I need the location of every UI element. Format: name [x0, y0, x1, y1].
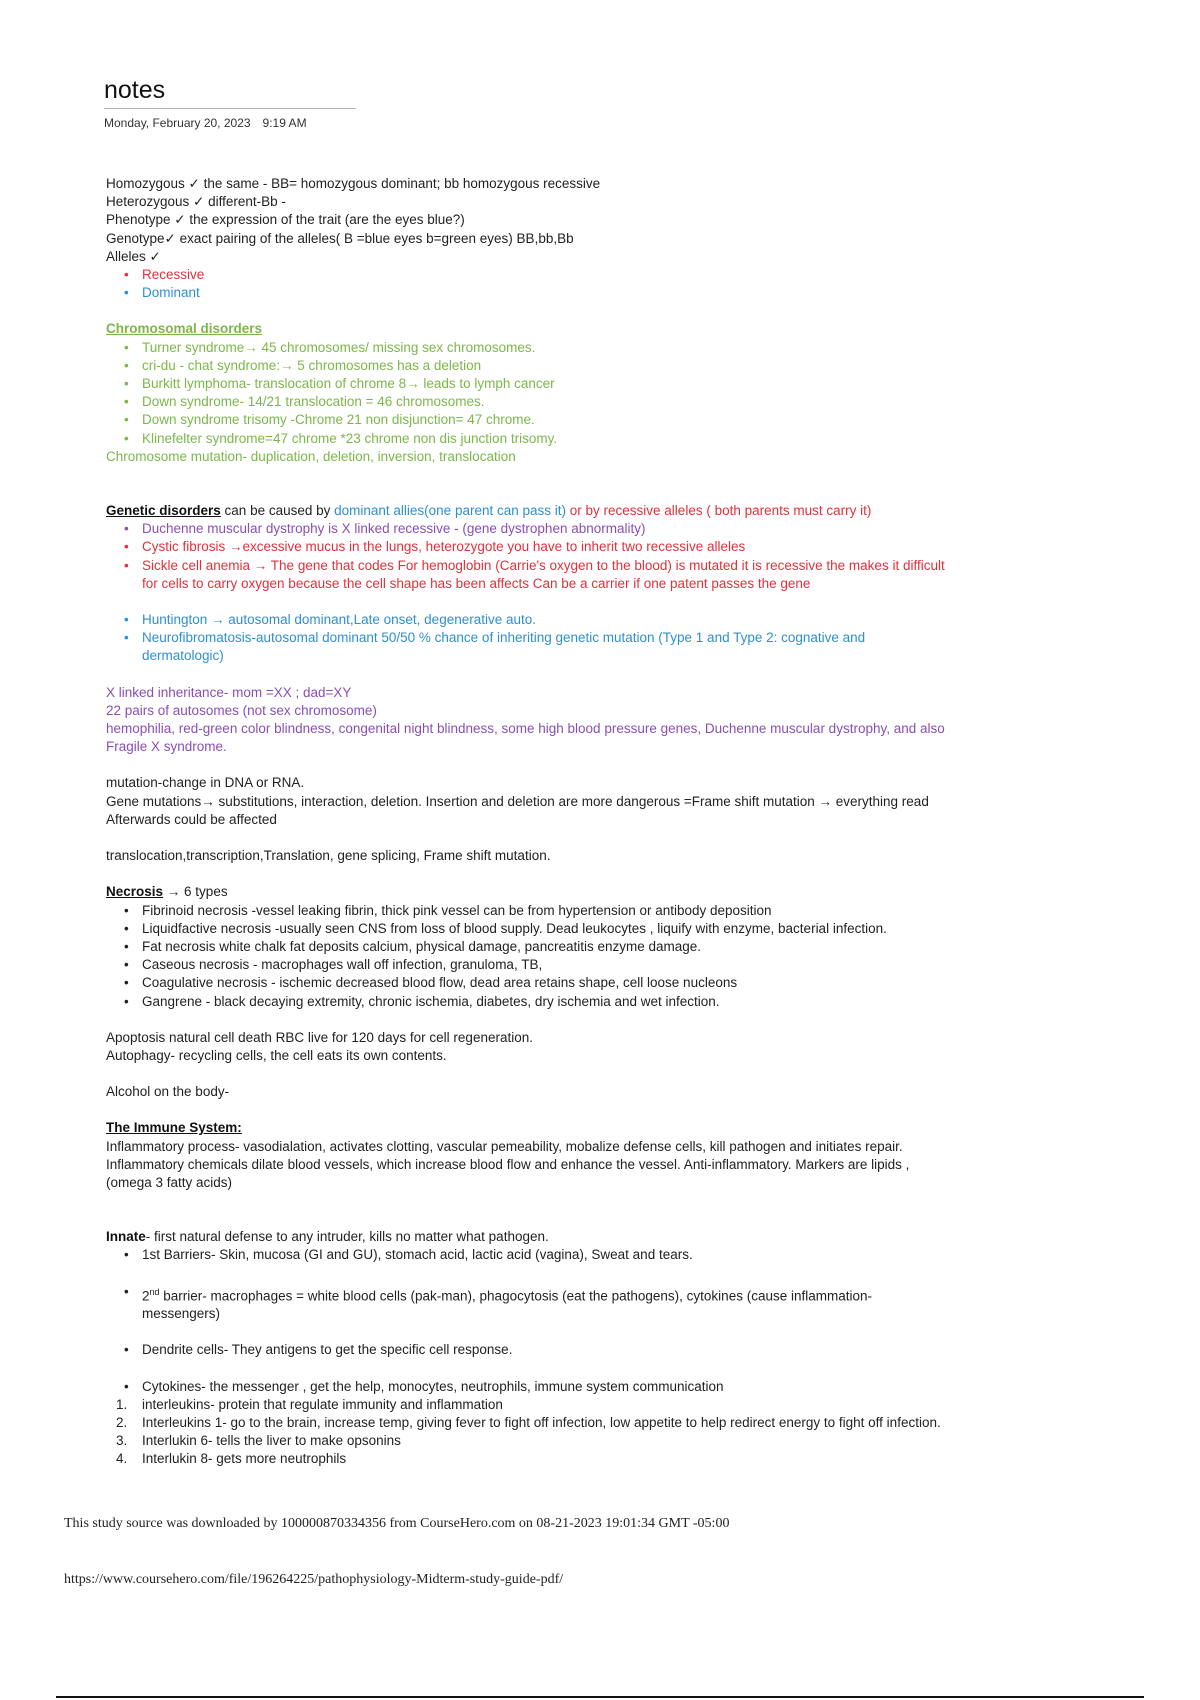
- item-number: 3.: [116, 1433, 128, 1449]
- innate-intro: [106, 1228, 946, 1246]
- item-text: Interlukin 8- gets more neutrophils: [142, 1451, 347, 1467]
- heading-suffix: → 6 types: [163, 884, 228, 900]
- note-line: mutation-change in DNA or RNA.: [106, 775, 305, 791]
- genetic-disorders-intro: [106, 502, 946, 520]
- notes-body: [106, 175, 946, 1469]
- time-text: 9:19 AM: [262, 116, 307, 130]
- item-number: 1.: [116, 1396, 128, 1412]
- list-item: • Sickle cell anemia → The gene that codes For hemoglobin (Carrie's oxygen to the blood) is mutated it is recessive the makes it difficult for cells to carry oxygen because the cell shape has been affects Can be a carrier if one patent passes the gene: [142, 557, 946, 593]
- innate-list: [106, 1246, 946, 1264]
- intro-dominant: dominant allies(one parent can pass it): [334, 503, 567, 519]
- list-item: • cri-du - chat syndrome:→ 5 chromosomes has a deletion: [142, 357, 946, 375]
- innate-list: [106, 1283, 946, 1324]
- section-heading: Genetic disorders: [106, 503, 221, 519]
- bottom-rule: [56, 1696, 1144, 1698]
- note-line: Homozygous ✓ the same - BB= homozygous dominant; bb homozygous recessive: [106, 176, 601, 191]
- list-item: • Burkitt lymphoma- translocation of chrome 8→ leads to lymph cancer: [142, 375, 946, 393]
- note-line: translocation,transcription,Translation, gene splicing, Frame shift mutation.: [106, 848, 551, 864]
- list-item: • Gangrene - black decaying extremity, chronic ischemia, diabetes, dry ischemia and wet infection.: [142, 993, 946, 1011]
- list-item: • Recessive: [142, 266, 946, 284]
- item-number: 2.: [116, 1415, 128, 1431]
- list-item: • Neurofibromatosis-autosomal dominant 50/50 % chance of inheriting genetic mutation (Type 1 and Type 2: cognative and dermatologic): [142, 629, 946, 665]
- numbered-item: [116, 1432, 946, 1450]
- note-line: Alleles ✓: [106, 248, 161, 264]
- necrosis-list: [106, 902, 946, 1011]
- note-line: Apoptosis natural cell death RBC live for 120 days for cell regeneration.: [106, 1029, 533, 1045]
- necrosis-heading-line: [106, 883, 946, 901]
- date-text: Monday, February 20, 2023: [104, 116, 251, 130]
- item-text: interleukins- protein that regulate immunity and inflammation: [142, 1396, 503, 1412]
- numbered-item: [116, 1450, 946, 1468]
- item-text: barrier- macrophages = white blood cells (pak-man), phagocytosis (eat the pathogens), cytokines (cause inflammation- messengers): [142, 1288, 872, 1322]
- ordinal-number: 2: [142, 1288, 150, 1304]
- list-item: • Caseous necrosis - macrophages wall off infection, granuloma, TB,: [142, 956, 946, 974]
- innate-list: [106, 1341, 946, 1359]
- source-url[interactable]: https://www.coursehero.com/file/196264225/pathophysiology-Midterm-study-guide-pdf/: [64, 1572, 564, 1587]
- note-line: Heterozygous ✓ different-Bb -: [106, 194, 286, 210]
- list-item: • Cystic fibrosis →excessive mucus in the lungs, heterozygote you have to inherit two recessive alleles: [142, 538, 946, 556]
- list-item: • Dendrite cells- They antigens to get the specific cell response.: [142, 1341, 946, 1359]
- list-item: • Fat necrosis white chalk fat deposits calcium, physical damage, pancreatitis enzyme damage.: [142, 938, 946, 956]
- list-item: • Down syndrome trisomy -Chrome 21 non disjunction= 47 chrome.: [142, 411, 946, 429]
- numbered-item: [116, 1414, 946, 1432]
- item-text: Interlukin 6- tells the liver to make opsonins: [142, 1433, 401, 1449]
- list-item: [142, 1283, 946, 1324]
- page-title: notes: [104, 76, 356, 109]
- note-line: Gene mutations→ substitutions, interaction, deletion. Insertion and deletion are more dangerous =Frame shift mutation → everything read Afterwards could be affected: [106, 793, 929, 827]
- section-heading: Necrosis: [106, 884, 164, 900]
- intro-text: - first natural defense to any intruder, kills no matter what pathogen.: [145, 1229, 549, 1245]
- numbered-item: [116, 1396, 946, 1414]
- alleles-list: [106, 266, 946, 302]
- note-line: Chromosome mutation- duplication, deletion, inversion, translocation: [106, 448, 516, 464]
- item-text: Interleukins 1- go to the brain, increase temp, giving fever to fight off infection, low appetite to help redirect energy to fight off infection.: [142, 1415, 941, 1431]
- note-line: Genotype✓ exact pairing of the alleles( B =blue eyes b=green eyes) BB,bb,Bb: [106, 230, 574, 246]
- list-item: • 1st Barriers- Skin, mucosa (GI and GU), stomach acid, lactic acid (vagina), Sweat and tears.: [142, 1246, 946, 1264]
- list-item: • Dominant: [142, 284, 946, 302]
- list-item: • Duchenne muscular dystrophy is X linked recessive - (gene dystrophen abnormality): [142, 520, 946, 538]
- genetic-disorders-list: [106, 520, 946, 593]
- item-number: 4.: [116, 1451, 128, 1467]
- note-line: Phenotype ✓ the expression of the trait (are the eyes blue?): [106, 212, 465, 228]
- interleukin-list: [106, 1396, 946, 1469]
- note-line: 22 pairs of autosomes (not sex chromosome): [106, 702, 377, 718]
- note-line: hemophilia, red-green color blindness, congenital night blindness, some high blood pressure genes, Duchenne muscular dystrophy, and also Fragile X syndrome.: [106, 721, 945, 755]
- list-item: • Huntington → autosomal dominant,Late onset, degenerative auto.: [142, 611, 946, 629]
- chromosomal-list: [106, 339, 946, 448]
- list-item: • Liquidfactive necrosis -usually seen CNS from loss of blood supply. Dead leukocytes , liquify with enzyme, bacterial infection.: [142, 920, 946, 938]
- note-paragraph: Inflammatory process- vasodialation, activates clotting, vascular pemeability, mobalize defense cells, kill pathogen and initiates repair. Inflammatory chemicals dilate blood vessels, which increase blood flow and enhance the vessel. Anti-inflammatory. Markers are lipids , (omega 3 fatty acids): [106, 1138, 910, 1190]
- section-heading: Chromosomal disorders: [106, 321, 263, 337]
- download-watermark: This study source was downloaded by 100000870334356 from CourseHero.com on 08-21-2023 19:01:34 GMT -05:00: [64, 1516, 730, 1531]
- section-heading: Innate: [106, 1229, 146, 1245]
- list-item: • Cytokines- the messenger , get the help, monocytes, neutrophils, immune system communication: [142, 1378, 946, 1396]
- innate-list: [106, 1378, 946, 1396]
- page-date: [104, 116, 307, 130]
- dominant-disorders-list: [106, 611, 946, 666]
- intro-recessive: or by recessive alleles ( both parents must carry it): [566, 503, 872, 519]
- ordinal-suffix: nd: [149, 1286, 160, 1297]
- list-item: • Fibrinoid necrosis -vessel leaking fibrin, thick pink vessel can be from hypertension or antibody deposition: [142, 902, 946, 920]
- note-line: Autophagy- recycling cells, the cell eats its own contents.: [106, 1047, 447, 1063]
- intro-text: can be caused by: [220, 503, 335, 519]
- note-line: X linked inheritance- mom =XX ; dad=XY: [106, 684, 352, 700]
- section-heading: The Immune System:: [106, 1120, 242, 1136]
- list-item: • Down syndrome- 14/21 translocation = 46 chromosomes.: [142, 393, 946, 411]
- list-item: • Klinefelter syndrome=47 chrome *23 chrome non dis junction trisomy.: [142, 430, 946, 448]
- list-item: • Turner syndrome→ 45 chromosomes/ missing sex chromosomes.: [142, 339, 946, 357]
- list-item: • Coagulative necrosis - ischemic decreased blood flow, dead area retains shape, cell loose nucleons: [142, 974, 946, 992]
- note-line: Alcohol on the body-: [106, 1084, 230, 1100]
